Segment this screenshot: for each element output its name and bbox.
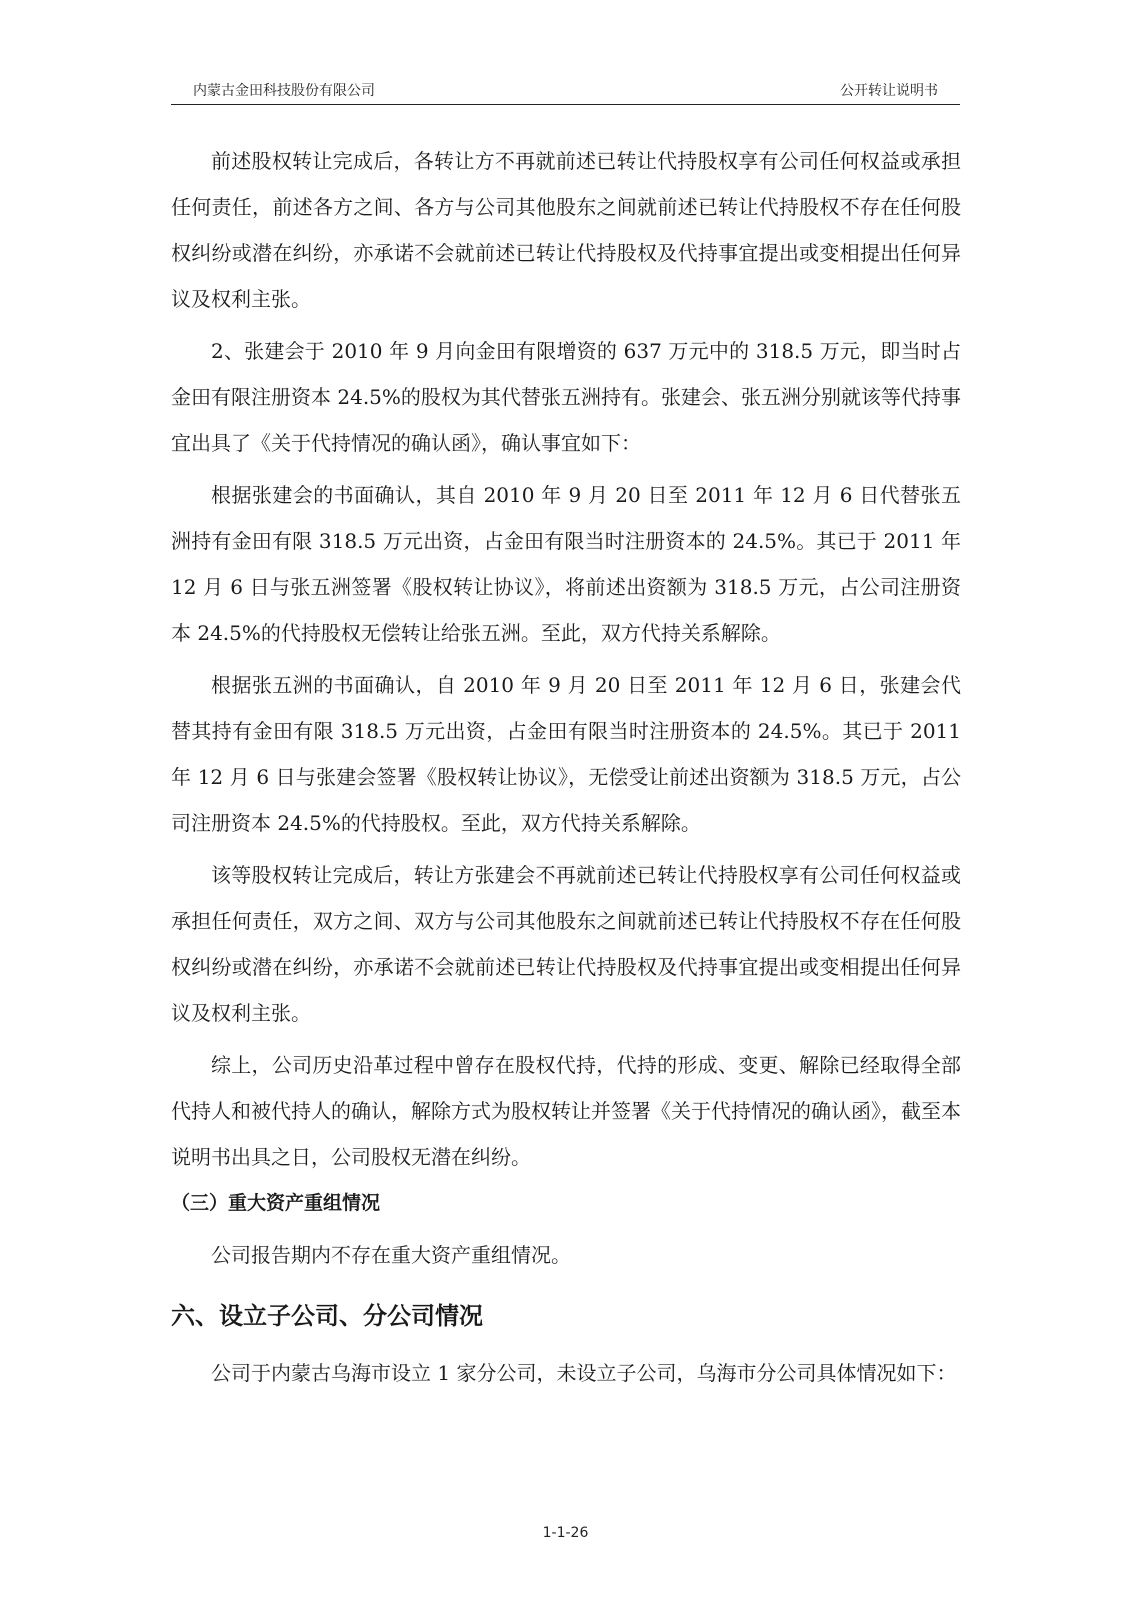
page-header (171, 78, 960, 105)
page-number: 1-1-26 (542, 1525, 589, 1541)
paragraph-zhang-jianhui-confirmation: 根据张建会的书面确认，其自 2010 年 9 月 20 日至 2011 年 12 月 6 日代替张五洲持有金田有限 318.5 万元出资，占金田有限当时注册资本的 24.5%。其已于 2011 年 12 月 6 日与张五洲签署《股权转让协议》，将前述出资额为 318.5 万元，占公司注册资本 24.5%的代持股权无偿转让给张五洲。至此，双方代持关系解除。 (171, 483, 961, 645)
section-text: 公司于内蒙古乌海市设立 1 家分公司，未设立子公司，乌海市分公司具体情况如下： (211, 1361, 957, 1385)
paragraph-zhang-wuzhou-confirmation: 根据张五洲的书面确认，自 2010 年 9 月 20 日至 2011 年 12 月 6 日，张建会代替其持有金田有限 318.5 万元出资，占金田有限当时注册资本的 24.5%。其已于 2011 年 12 月 6 日与张建会签署《股权转让协议》，无偿受让前述出资额为 318.5 万元，占公司注册资本 24.5%的代持股权。至此，双方代持关系解除。 (171, 673, 961, 835)
subsection-title: （三）重大资产重组情况 (171, 1192, 381, 1214)
header-document-title: 公开转让说明书 (840, 83, 938, 99)
paragraph-transfer-no-dispute: 该等股权转让完成后，转让方张建会不再就前述已转让代持股权享有公司任何权益或承担任何责任，双方之间、双方与公司其他股东之间就前述已转让代持股权不存在任何股权纠纷或潜在纠纷，亦承诺不会就前述已转让代持股权及代持事宜提出或变相提出任何异议及权利主张。 (171, 863, 961, 1025)
page-body (171, 138, 961, 1396)
header-company-name: 内蒙古金田科技股份有限公司 (193, 83, 375, 99)
paragraph-zhang-jianhui-capital: 2、张建会于 2010 年 9 月向金田有限增资的 637 万元中的 318.5 万元，即当时占金田有限注册资本 24.5%的股权为其代替张五洲持有。张建会、张五洲分别就该等代持事宜出具了《关于代持情况的确认函》，确认事宜如下： (171, 339, 961, 455)
paragraph-transfer-completion: 前述股权转让完成后，各转让方不再就前述已转让代持股权享有公司任何权益或承担任何责任，前述各方之间、各方与公司其他股东之间就前述已转让代持股权不存在任何股权纠纷或潜在纠纷，亦承诺不会就前述已转让代持股权及代持事宜提出或变相提出任何异议及权利主张。 (171, 149, 961, 311)
section-title: 六、设立子公司、分公司情况 (171, 1302, 483, 1330)
subsection-text: 公司报告期内不存在重大资产重组情况。 (211, 1243, 571, 1267)
paragraph-summary: 综上，公司历史沿革过程中曾存在股权代持，代持的形成、变更、解除已经取得全部代持人和被代持人的确认，解除方式为股权转让并签署《关于代持情况的确认函》，截至本说明书出具之日，公司股权无潜在纠纷。 (171, 1053, 961, 1169)
